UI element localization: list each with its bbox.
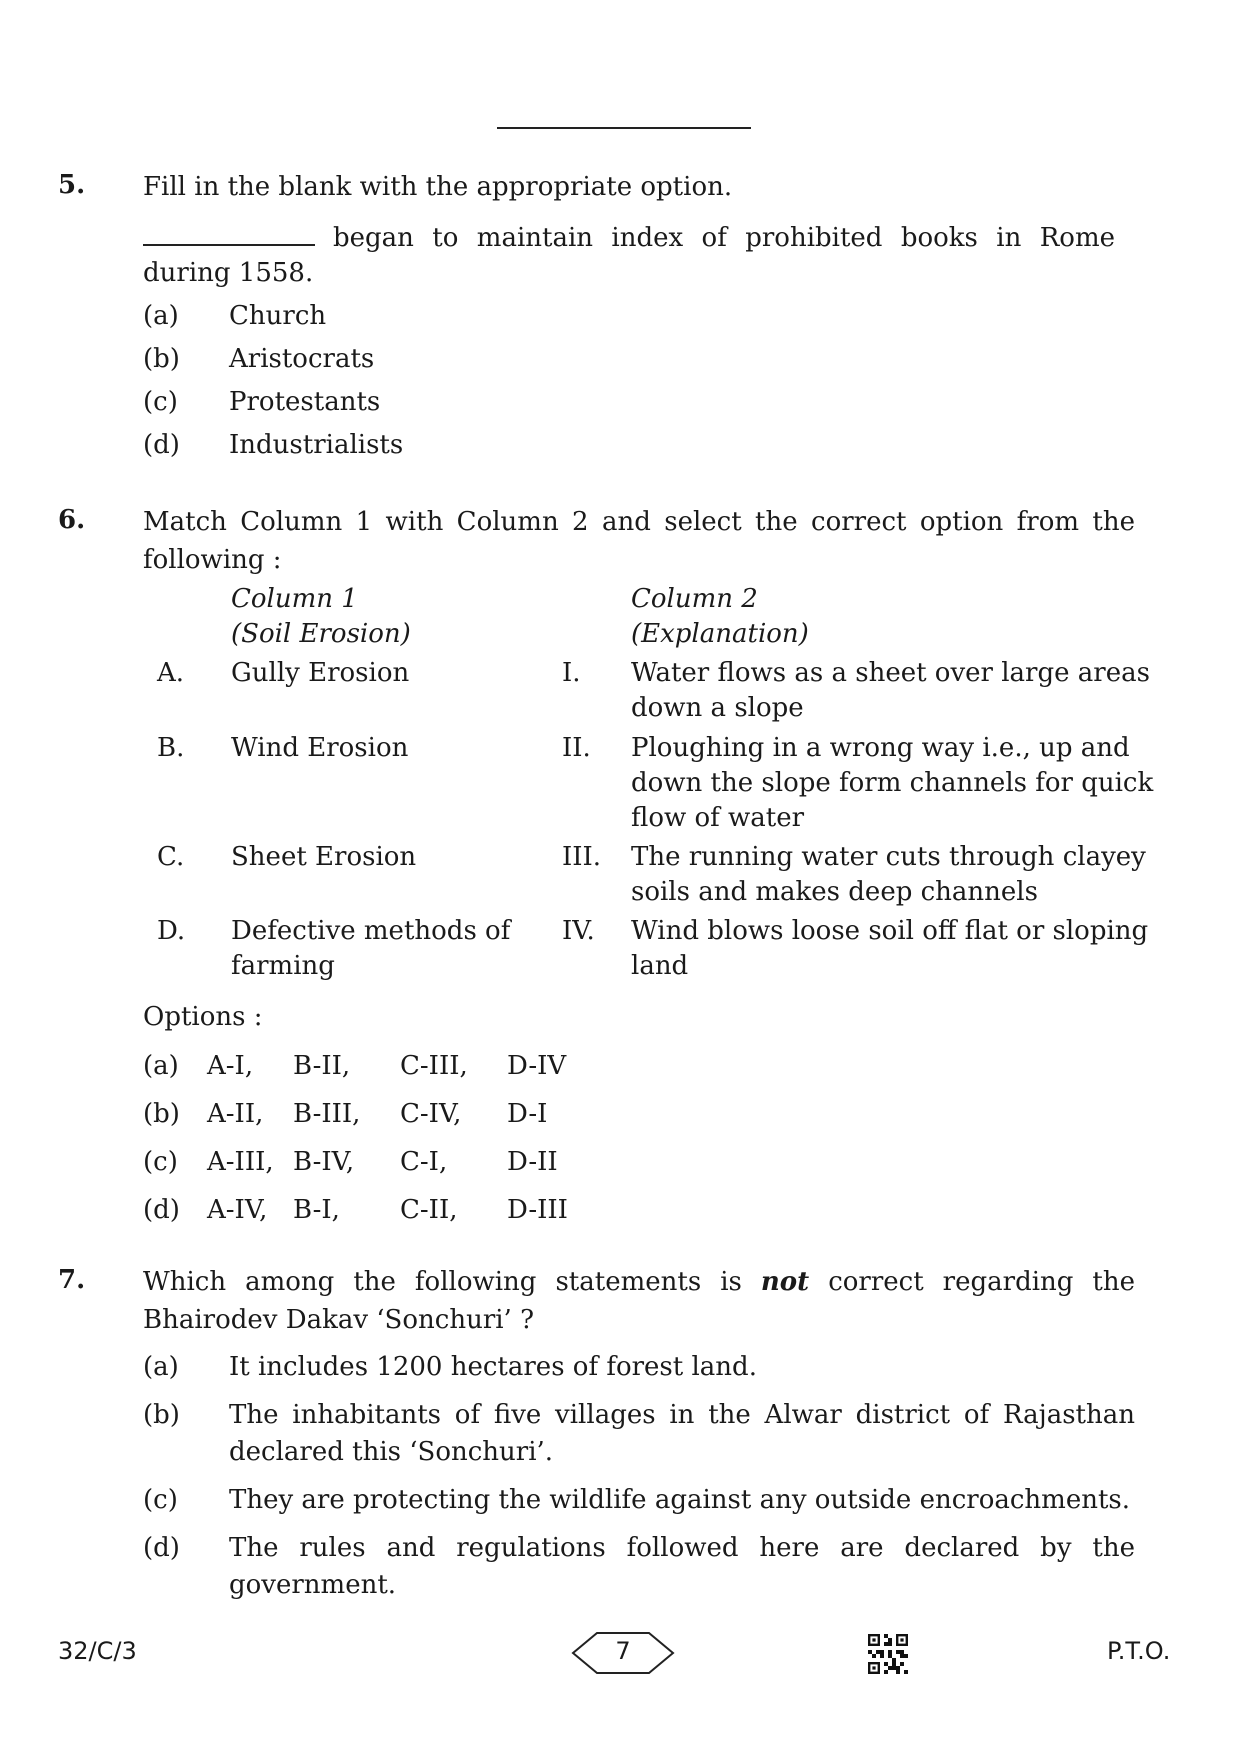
q7-option-a-label: (a)	[143, 1352, 179, 1382]
match-row-i-text2: down a slope	[631, 693, 804, 723]
q7-option-c-text: They are protecting the wildlife against any outside encroachments.	[229, 1485, 1131, 1515]
q7-line1-post: correct regarding the	[828, 1267, 1136, 1297]
match-row-d-item2: farming	[231, 951, 335, 981]
q6-option-b-label: (b)	[143, 1099, 180, 1129]
q5-sentence-text: began to maintain index of prohibited books in Rome	[333, 223, 1115, 253]
q7-line1-pre: Which among the following statements is	[143, 1267, 742, 1297]
q7-line1	[143, 1265, 1135, 1299]
q6-option-d-c1: A-IV,	[207, 1195, 268, 1225]
q6-number: 6.	[58, 505, 86, 535]
q5-instruction: Fill in the blank with the appropriate option.	[143, 172, 733, 202]
match-row-iv-numeral: IV.	[562, 916, 595, 946]
q7-number: 7.	[58, 1265, 86, 1295]
match-row-i-numeral: I.	[562, 658, 581, 688]
match-row-ii-text2: down the slope form channels for quick	[631, 768, 1154, 798]
q6-line1: Match Column 1 with Column 2 and select the correct option from the	[143, 507, 1135, 537]
q6-option-b-c4: D-I	[507, 1099, 548, 1129]
q7-option-d-line1: The rules and regulations followed here are declared by the	[229, 1533, 1135, 1563]
q6-options-label: Options :	[143, 1002, 263, 1032]
q5-option-b-label: (b)	[143, 344, 180, 374]
q6-option-d-label: (d)	[143, 1195, 180, 1225]
q6-option-a-c4: D-IV	[507, 1051, 567, 1081]
match-row-b-letter: B.	[157, 733, 185, 763]
q6-option-c-c3: C-I,	[400, 1147, 448, 1177]
match-row-a-item: Gully Erosion	[231, 658, 410, 688]
column2-subtitle: (Explanation)	[631, 619, 809, 649]
q5-option-b-text: Aristocrats	[229, 344, 375, 374]
match-row-ii-numeral: II.	[562, 733, 591, 763]
paper-code: 32/C/3	[58, 1637, 137, 1665]
match-row-iii-numeral: III.	[562, 842, 602, 872]
pto-label: P.T.O.	[1107, 1637, 1171, 1665]
column2-title: Column 2	[631, 584, 758, 614]
q7-option-c-label: (c)	[143, 1485, 178, 1515]
match-row-iv-text2: land	[631, 951, 689, 981]
q6-option-c-c1: A-III,	[207, 1147, 274, 1177]
match-row-i-text1: Water flows as a sheet over large areas	[631, 658, 1150, 688]
qr-code-icon	[868, 1634, 908, 1674]
page-number: 7	[615, 1637, 631, 1665]
q6-option-b-c1: A-II,	[207, 1099, 264, 1129]
match-row-b-item: Wind Erosion	[231, 733, 409, 763]
q6-option-d-c3: C-II,	[400, 1195, 458, 1225]
match-row-iii-text1: The running water cuts through clayey	[631, 842, 1146, 872]
match-row-iv-text1: Wind blows loose soil off flat or sloping	[631, 916, 1149, 946]
match-row-c-item: Sheet Erosion	[231, 842, 417, 872]
header-rule	[497, 127, 751, 129]
column1-subtitle: (Soil Erosion)	[231, 619, 411, 649]
q6-option-a-c1: A-I,	[207, 1051, 254, 1081]
q6-option-c-c4: D-II	[507, 1147, 558, 1177]
q6-option-b-c2: B-III,	[293, 1099, 361, 1129]
q5-option-d-text: Industrialists	[229, 430, 404, 460]
q5-option-c-text: Protestants	[229, 387, 381, 417]
q7-option-b-line1: The inhabitants of five villages in the Alwar district of Rajasthan	[229, 1400, 1135, 1430]
q6-line2: following :	[143, 545, 282, 575]
q5-option-c-label: (c)	[143, 387, 178, 417]
q5-option-a-label: (a)	[143, 301, 179, 331]
q7-option-a-text: It includes 1200 hectares of forest land.	[229, 1352, 757, 1382]
q6-option-c-label: (c)	[143, 1147, 178, 1177]
q6-option-a-c2: B-II,	[293, 1051, 351, 1081]
fill-blank	[143, 222, 315, 246]
match-row-a-letter: A.	[157, 658, 185, 688]
q7-option-d-label: (d)	[143, 1533, 180, 1563]
q5-option-a-text: Church	[229, 301, 327, 331]
q5-sentence-line2: during 1558.	[143, 258, 314, 288]
q6-option-d-c4: D-III	[507, 1195, 568, 1225]
match-row-d-letter: D.	[157, 916, 186, 946]
q5-sentence-line1	[143, 221, 1115, 255]
q7-line2: Bhairodev Dakav ‘Sonchuri’ ?	[143, 1305, 535, 1335]
q7-option-b-label: (b)	[143, 1400, 180, 1430]
match-row-ii-text1: Ploughing in a wrong way i.e., up and	[631, 733, 1130, 763]
match-row-ii-text3: flow of water	[631, 803, 805, 833]
q7-option-d-line2: government.	[229, 1570, 397, 1600]
q6-option-d-c2: B-I,	[293, 1195, 340, 1225]
q6-option-b-c3: C-IV,	[400, 1099, 462, 1129]
match-row-c-letter: C.	[157, 842, 185, 872]
q7-option-b-line2: declared this ‘Sonchuri’.	[229, 1437, 554, 1467]
match-row-d-item1: Defective methods of	[231, 916, 511, 946]
q6-option-a-c3: C-III,	[400, 1051, 468, 1081]
q5-number: 5.	[58, 170, 86, 200]
q6-option-c-c2: B-IV,	[293, 1147, 355, 1177]
q5-option-d-label: (d)	[143, 430, 180, 460]
q6-option-a-label: (a)	[143, 1051, 179, 1081]
column1-title: Column 1	[231, 584, 358, 614]
match-row-iii-text2: soils and makes deep channels	[631, 877, 1038, 907]
q7-emphasis-not: not	[760, 1267, 810, 1297]
